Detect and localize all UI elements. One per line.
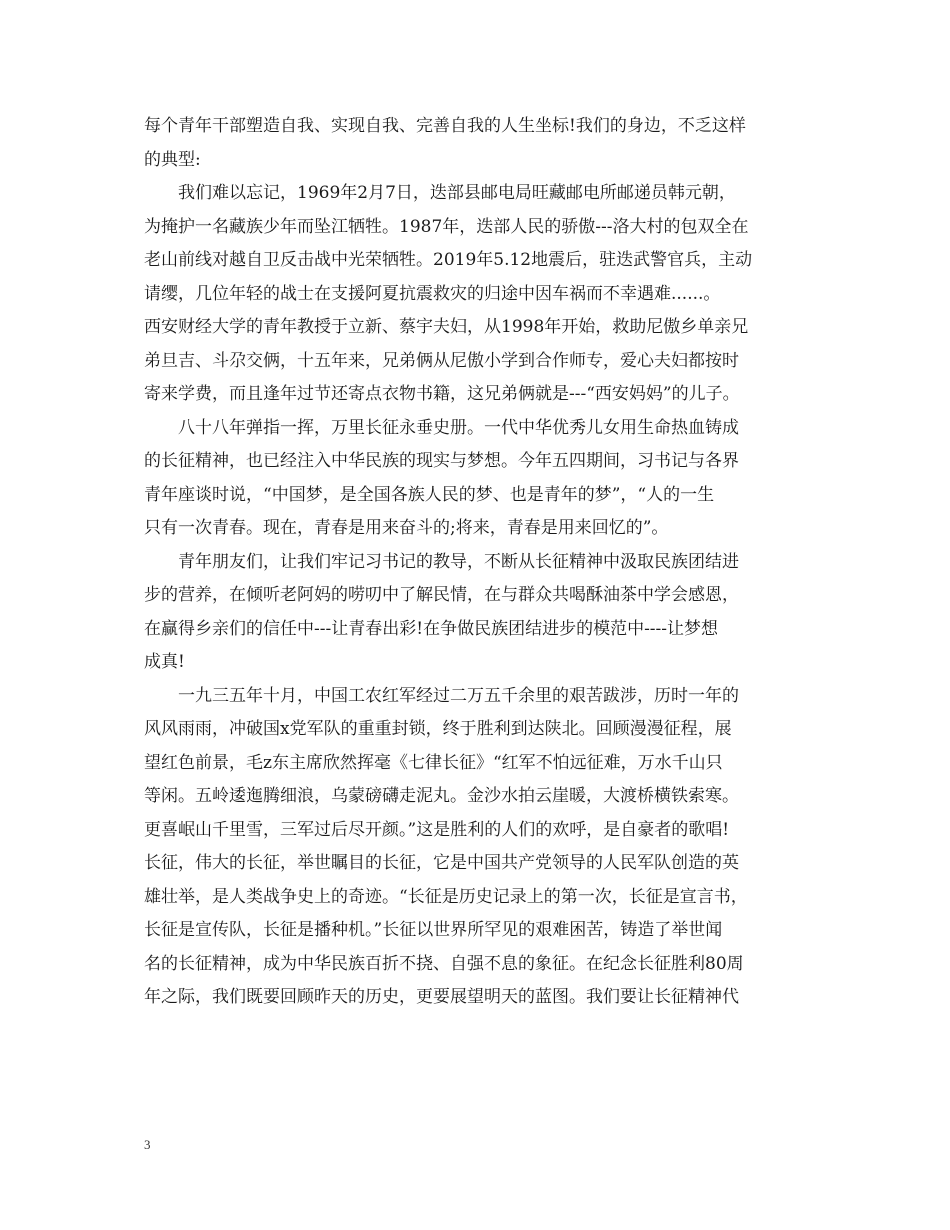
text-line: 弟旦吉、斗尕交俩，十五年来，兄弟俩从尼傲小学到合作师专，爱心夫妇都按时	[144, 350, 739, 371]
text-line: 雄壮举，是人类战争史上的奇迹。“长征是历史记录上的第一次，长征是宣言书，	[144, 886, 748, 907]
text-line: 青年座谈时说，“中国梦，是全国各族人民的梦、也是青年的梦”，“人的一生	[144, 484, 715, 505]
text-line: 步的营养，在倾听老阿妈的唠叨中了解民情，在与群众共喝酥油茶中学会感恩，	[144, 585, 739, 605]
body-text	[144, 110, 810, 1015]
text-line: 八十八年弹指一挥，万里长征永垂史册。一代中华优秀儿女用生命热血铸成	[178, 417, 739, 438]
text-line: 青年朋友们，让我们牢记习书记的教导，不断从长征精神中汲取民族团结进	[178, 551, 739, 572]
text-line: 的典型:	[144, 149, 201, 170]
text-line: 的长征精神，也已经注入中华民族的现实与梦想。今年五四期间，习书记与各界	[144, 451, 739, 471]
text-line: 风风雨雨，冲破国x党军队的重重封锁，终于胜利到达陕北。回顾漫漫征程，展	[144, 719, 732, 739]
text-line: 更喜岷山千里雪，三军过后尽开颜。”这是胜利的人们的欢呼，是自豪者的歌唱!	[144, 819, 730, 840]
text-line: 长征是宣传队，长征是播种机。”长征以世界所罕见的艰难困苦，铸造了举世闻	[144, 920, 723, 940]
text-line: 等闲。五岭逶迤腾细浪，乌蒙磅礴走泥丸。金沙水拍云崖暖，大渡桥横铁索寒。	[144, 786, 739, 806]
text-line: 望红色前景，毛z东主席欣然挥毫《七律长征》“红军不怕远征难，万水千山只	[144, 752, 723, 773]
text-line: 名的长征精神，成为中华民族百折不挠、自强不息的象征。在纪念长征胜利80周	[144, 953, 744, 974]
text-line: 我们难以忘记，1969年2月7日，迭部县邮电局旺藏邮电所邮递员韩元朝，	[178, 183, 736, 203]
text-line: 老山前线对越自卫反击战中光荣牺牲。2019年5.12地震后，驻迭武警官兵，主动	[144, 250, 753, 270]
text-line: 一九三五年十月，中国工农红军经过二万五千余里的艰苦跋涉，历时一年的	[178, 685, 739, 706]
text-line: 请缨，几位年轻的战士在支援阿夏抗震救灾的归途中因车祸而不幸遇难......。	[144, 283, 721, 304]
text-line: 长征，伟大的长征，举世瞩目的长征，它是中国共产党领导的人民军队创造的英	[144, 853, 739, 873]
text-line: 为掩护一名藏族少年而坠江牺牲。1987年，迭部人民的骄傲---洛大村的包双全在	[144, 216, 749, 237]
text-line: 只有一次青春。现在，青春是用来奋斗的;将来，青春是用来回忆的”。	[144, 518, 669, 538]
text-line: 成真!	[144, 652, 185, 672]
text-line: 年之际，我们既要回顾昨天的历史，更要展望明天的蓝图。我们要让长征精神代	[144, 987, 739, 1007]
page-number: 3	[144, 1137, 151, 1152]
text-line: 每个青年干部塑造自我、实现自我、完善自我的人生坐标!我们的身边，不乏这样	[144, 116, 746, 136]
text-line: 在赢得乡亲们的信任中---让青春出彩!在争做民族团结进步的模范中----让梦想	[144, 618, 719, 639]
text-line: 西安财经大学的青年教授于立新、蔡宇夫妇，从1998年开始，救助尼傲乡单亲兄	[144, 317, 749, 337]
text-line: 寄来学费，而且逢年过节还寄点衣物书籍，这兄弟俩就是---“西安妈妈”的儿子。	[144, 384, 740, 404]
